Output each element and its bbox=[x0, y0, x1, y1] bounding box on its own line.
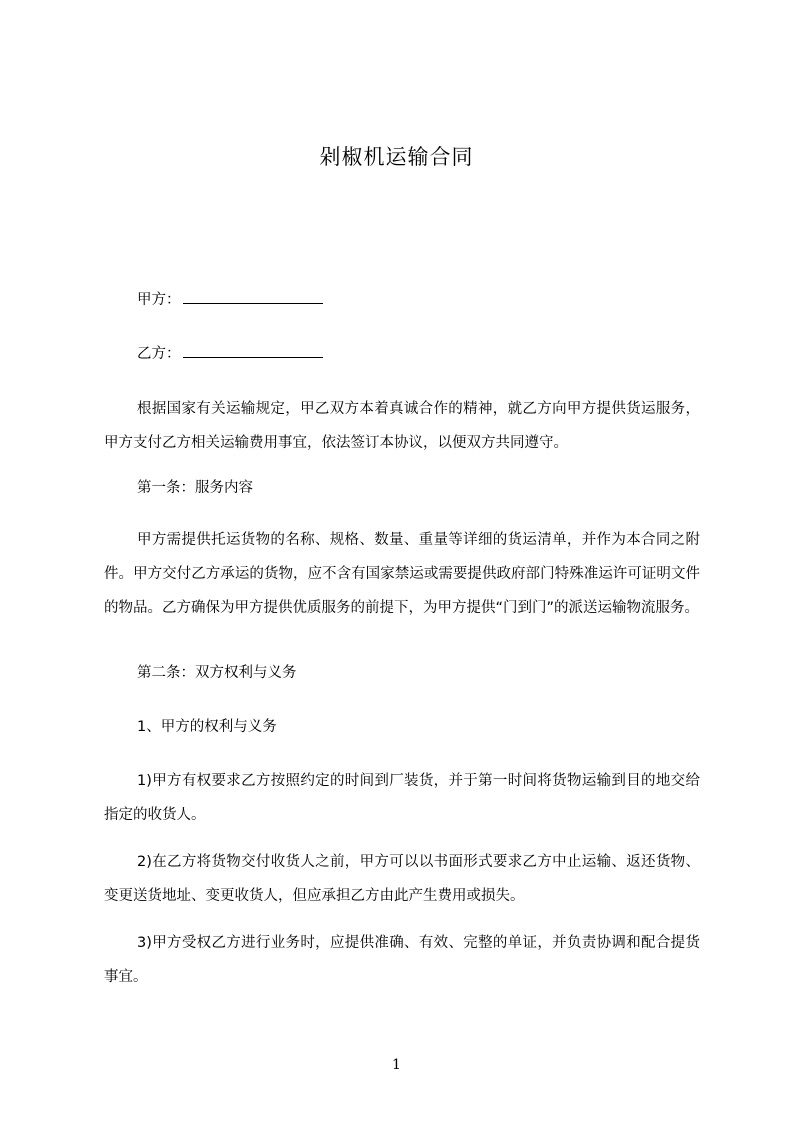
party-b-blank bbox=[183, 343, 323, 358]
document-title: 剁椒机运输合同 bbox=[319, 145, 474, 169]
item1-paragraph: 1)甲方有权要求乙方按照约定的时间到厂装货，并于第一时间将货物运输到目的地交给指定的收货人。 bbox=[104, 773, 700, 823]
party-a-line bbox=[137, 289, 323, 311]
party-a-label: 甲方： bbox=[137, 292, 181, 308]
item2-paragraph: 2)在乙方将货物交付收货人之前，甲方可以以书面形式要求乙方中止运输、返还货物、变更送货地址、变更收货人，但应承担乙方由此产生费用或损失。 bbox=[104, 854, 700, 904]
party-a-blank bbox=[183, 289, 323, 304]
party-b-label: 乙方： bbox=[137, 346, 181, 362]
page-number: 1 bbox=[392, 1057, 401, 1073]
item3-paragraph: 3)甲方受权乙方进行业务时，应提供准确、有效、完整的单证，并负责协调和配合提货事宜。 bbox=[104, 935, 700, 985]
party-b-line bbox=[137, 343, 323, 365]
section1-heading: 1、甲方的权利与义务 bbox=[137, 719, 277, 735]
article1-body: 甲方需提供托运货物的名称、规格、数量、重量等详细的货运清单，并作为本合同之附件。甲方交付乙方承运的货物，应不含有国家禁运或需要提供政府部门特殊准运许可证明文件的物品。乙方确保为甲方提供优质服务的前提下，为甲方提供“门到门”的派送运输物流服务。 bbox=[104, 532, 700, 616]
article1-heading: 第一条：服务内容 bbox=[137, 480, 253, 496]
article2-heading: 第二条：双方权利与义务 bbox=[137, 665, 297, 681]
intro-paragraph: 根据国家有关运输规定，甲乙双方本着真诚合作的精神，就乙方向甲方提供货运服务，甲方支付乙方相关运输费用事宜，依法签订本协议，以便双方共同遵守。 bbox=[104, 401, 700, 451]
